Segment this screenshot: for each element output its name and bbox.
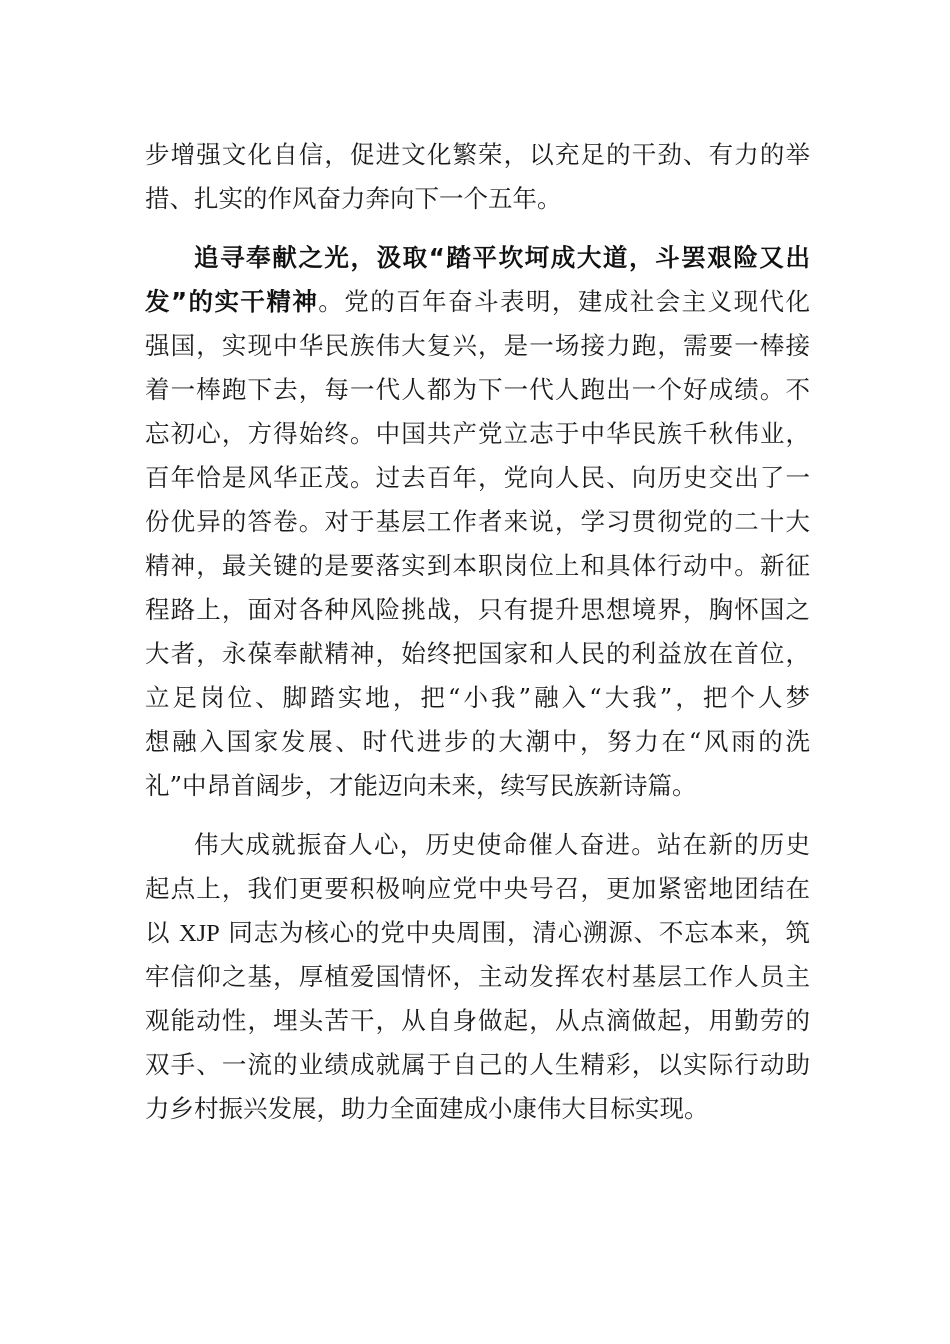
- text-line: 着一棒跑下去，每一代人都为下一代人跑出一个好成绩。不: [145, 375, 810, 404]
- document-body: [145, 133, 810, 1131]
- text-line: 大者，永葆奉献精神，始终把国家和人民的利益放在首位，: [145, 639, 810, 668]
- text-line: [145, 911, 810, 955]
- text-line: 精神，最关键的是要落实到本职岗位上和具体行动中。新征: [145, 551, 810, 580]
- text-line: [145, 280, 810, 324]
- text-line: 步增强文化自信，促进文化繁荣，以充足的干劲、有力的举: [145, 140, 810, 169]
- text-line: 忘初心，方得始终。中国共产党立志于中华民族千秋伟业，: [145, 419, 810, 448]
- latin-abbreviation: XJP: [178, 920, 220, 947]
- text-line: 程路上，面对各种风险挑战，只有提升思想境界，胸怀国之: [145, 595, 810, 624]
- text-line: 强国，实现中华民族伟大复兴，是一场接力跑，需要一棒接: [145, 331, 810, 360]
- paragraph-1: [145, 133, 810, 221]
- text-line: 力乡村振兴发展，助力全面建成小康伟大目标实现。: [145, 1094, 709, 1123]
- text-line: [145, 236, 810, 280]
- text-line: 礼”中昂首阔步，才能迈向未来，续写民族新诗篇。: [145, 771, 697, 800]
- text-line: 立足岗位、脚踏实地，把“小我”融入“大我”，把个人梦: [145, 683, 810, 712]
- text-line: 起点上，我们更要积极响应党中央号召，更加紧密地团结在: [145, 874, 810, 903]
- text-span: 。党的百年奋斗表明，建成社会主义现代化: [318, 287, 810, 316]
- text-span: 同志为核心的党中央周围，清心溯源、不忘本来，筑: [219, 918, 810, 947]
- text-line: 百年恰是风华正茂。过去百年，党向人民、向历史交出了一: [145, 463, 810, 492]
- text-line: 双手、一流的业绩成就属于自己的人生精彩，以实际行动助: [145, 1050, 810, 1079]
- text-line: 想融入国家发展、时代进步的大潮中，努力在“风雨的洗: [145, 727, 810, 756]
- paragraph-3: [145, 823, 810, 1131]
- paragraph-heading: 追寻奉献之光，汲取“踏平坎坷成大道，斗罢艰险又出: [194, 243, 810, 272]
- text-line: 措、扎实的作风奋力奔向下一个五年。: [145, 184, 562, 213]
- paragraph-2: [145, 236, 810, 808]
- text-line: 观能动性，埋头苦干，从自身做起，从点滴做起，用勤劳的: [145, 1006, 810, 1035]
- paragraph-heading-end: 发”的实干精神: [145, 287, 319, 316]
- text-line: 份优异的答卷。对于基层工作者来说，学习贯彻党的二十大: [145, 507, 810, 536]
- text-line: 伟大成就振奋人心，历史使命催人奋进。站在新的历史: [194, 830, 810, 859]
- text-line: 牢信仰之基，厚植爱国情怀，主动发挥农村基层工作人员主: [145, 962, 810, 991]
- text-span: 以: [145, 918, 179, 947]
